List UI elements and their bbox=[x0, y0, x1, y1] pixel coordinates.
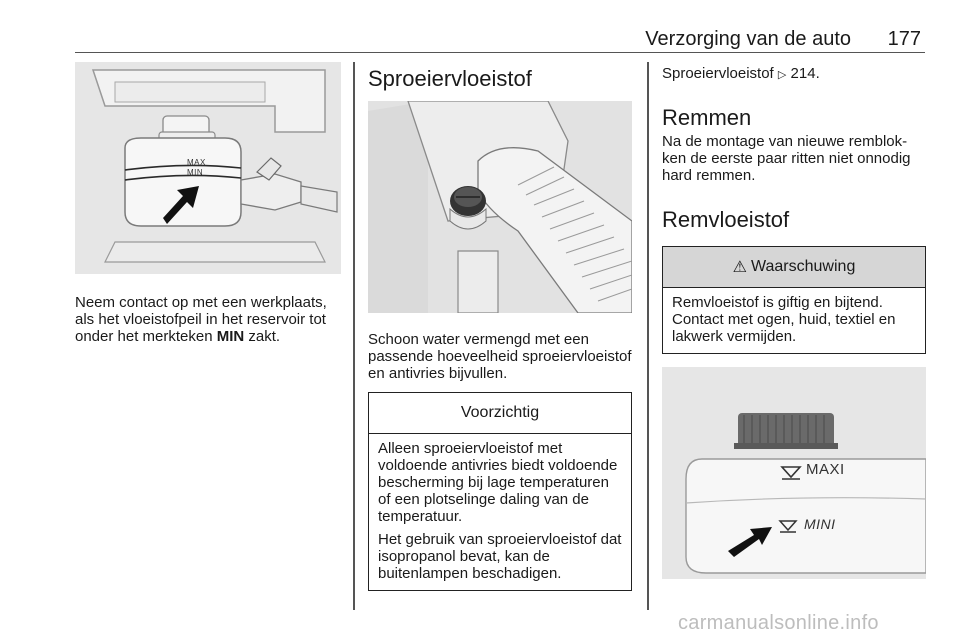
warning-header bbox=[663, 247, 925, 288]
coolant-paragraph bbox=[75, 294, 341, 345]
column-2 bbox=[368, 62, 632, 591]
mini-mark-label: MINI bbox=[804, 516, 836, 532]
coolant-reservoir-figure bbox=[75, 62, 341, 274]
warning-triangle-icon: ⚠ bbox=[732, 259, 747, 276]
warning-title: Waarschuwing bbox=[751, 258, 856, 275]
warning-body bbox=[663, 288, 925, 353]
caution-title: Voorzichtig bbox=[460, 404, 540, 421]
page-reference-arrow-icon: ▷ bbox=[777, 69, 787, 81]
column-divider-left bbox=[353, 62, 355, 610]
page-header bbox=[75, 24, 925, 53]
coolant-reservoir-illustration bbox=[75, 62, 341, 274]
min-mark-emphasis: MIN bbox=[216, 328, 245, 345]
brake-fluid-reservoir-figure bbox=[662, 367, 926, 579]
column-3 bbox=[662, 62, 926, 579]
heading-remvloeistof: Remvloeistof bbox=[662, 207, 790, 232]
cross-reference bbox=[662, 65, 926, 84]
warning-box bbox=[662, 246, 926, 354]
washer-reservoir-figure bbox=[368, 101, 632, 313]
page-number: 177 bbox=[887, 28, 921, 50]
column-1 bbox=[75, 62, 341, 345]
remmen-paragraph: Na de montage van nieuwe remblokken de eerste paar ritten niet onnodig hard remmen. bbox=[662, 133, 911, 184]
max-mark-label: MAX bbox=[187, 158, 206, 167]
maxi-mark-label: MAXI bbox=[806, 461, 845, 478]
washer-reservoir-illustration bbox=[368, 101, 632, 313]
caution-header bbox=[369, 393, 631, 434]
min-mark-label: MIN bbox=[187, 168, 204, 177]
brake-fluid-reservoir-illustration bbox=[662, 367, 926, 579]
cross-reference-page: 214. bbox=[790, 65, 820, 82]
caution-box bbox=[368, 392, 632, 591]
chapter-title: Verzorging van de auto bbox=[645, 28, 851, 50]
heading-remmen: Remmen bbox=[662, 105, 752, 130]
column-divider-right bbox=[647, 62, 649, 610]
coolant-text-end: zakt. bbox=[244, 328, 281, 345]
caution-text-2: Het gebruik van sproeiervloeistof dat isopropanol bevat, kan de buitenlampen beschadigen. bbox=[378, 531, 622, 582]
caution-text-1: Alleen sproeiervloeistof met voldoende antivries biedt voldoende bescherming bij lage temperaturen of een plotselinge daling van de temperatuur. bbox=[378, 440, 618, 525]
watermark: carmanualsonline.info bbox=[678, 612, 879, 634]
washer-paragraph: Schoon water vermengd met een passende hoeveelheid sproeiervloeistof en antivries bijvullen. bbox=[368, 331, 632, 382]
caution-body bbox=[369, 434, 631, 590]
heading-sproeiervloeistof: Sproeiervloeistof bbox=[368, 66, 532, 91]
coolant-text: Neem contact op met een werkplaats, als het vloeistofpeil in het reservoir tot onder het merkteken bbox=[75, 294, 327, 345]
warning-text: Remvloeistof is giftig en bijtend. Contact met ogen, huid, textiel en lakwerk vermijden. bbox=[672, 294, 896, 345]
cross-reference-text: Sproeiervloeistof bbox=[662, 65, 774, 82]
